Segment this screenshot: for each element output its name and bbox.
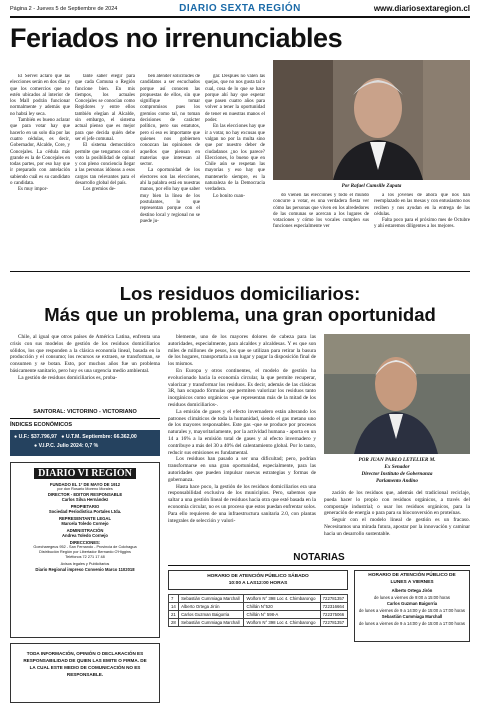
ipc-value: ● V.I.P.C. Julio 2024: 0,7 % [34, 443, 99, 449]
uf-value: ● U.F.: $37.796,97 [14, 434, 57, 440]
weekday-schedule-box: HORARIO DE ATENCIÓN PÚBLICO DE LUNES A VIERNES Alberto Ortega Jirón de lunes a viernes de 9:00 a 15:00 horas Carlos Guzman Baigorria de lunes a viernes de 9 a 14:00 y de 15:00 a 17:00 horas Sebastián Cummiaga Marchall de lunes a viernes de 9 a 14:00 y de 15:00 a 17:00 horas [354, 570, 470, 642]
indices-box [10, 430, 160, 456]
table-row: 14 Alberto Ortega Jirón Chillán N°520 722316664 [169, 603, 348, 611]
table-row: 21 Carlos Guzman Baigorria Chillán N° 598-A 722375066 [169, 611, 348, 619]
article2-title-line1: Los residuos domiciliarios: [119, 283, 361, 304]
masthead-logo: DIARIO VI REGIÓN [34, 468, 136, 479]
article1-colA: do vienen las elecciones y todo el mundo concurre a votar, es una verdadera fiesta ver cómo las personas que viven en los alrededores de las comunas se acercan a los lugares de votaciones y cómo los vocales cumplen sus funciones especialmente ver [273, 193, 369, 230]
table-row: 28 Sebastián Cummiaga Marchall Wolforn N° 398 Loc 4. Chimbarongo 722781357 [169, 619, 348, 627]
utm-value: ● U.T.M. Septiembre: 66.362,00 [61, 434, 137, 440]
article1-col4: gar. Después no valen las quejas, que no nos gusta tal o cual, cosa de lo que se hace porque ahí hay que esperar que pasen cuatro años para volver a tener la oportunidad de tener en nuestras manos el poder. En las elecciones hay que ir a votar, no hay excusas que valgan no por la multa sino que por nuestro deber de ciudadanos ¿no los parece? Elecciones, lo bueno que en Chile aún se respetan las mayorías y eso hay que mantenerlo siempre, es la naturaleza de la Democracia verdadera. Lo bonito cuan- [205, 74, 265, 199]
saturday-schedule-table [168, 594, 348, 627]
article2-title-line2: Más que un problema, una gran oportunidad [44, 304, 436, 325]
header-rule [10, 16, 470, 18]
article1-col3: ben atender solicitudes de candidatos a ser escuchados porque así conocen las propuestas de ellos, sin que signifique tomar compromisos pues los gremios como tal, no toman decisiones de carácter político, pero sus estatutos, pero sí eso es importante que quienes nos gobiernen conozcan las opiniones de aquellos que piensan en materias que interesan al sector. La oportunidad de los electores son las elecciones, ahí la palabra está en nuestras manos, por ello hay que saber muy bien la línea de los postulantes, lo que representan porque con el destino local y regional no se puede ju- [140, 74, 200, 224]
notarias-rule [168, 565, 470, 566]
article2-col3: zación de los residuos que, además del tradicional reciclaje, pueda hacer lo propio con residuos orgánicos, a través del compostaje industrial; o usar los residuos orgánicos, para la generación de energía o para para su bioconversión en proteínas. Seguir con el modelo lineal de gestión es un fracaso. Necesitamos una mirada futura, apostar por la innovación y caminar hacia un desarrollo sustentable. [324, 490, 470, 537]
website-url[interactable]: www.diariosextaregion.cl [373, 4, 470, 13]
masthead-title: DIARIO SEXTA REGIÓN [179, 3, 301, 14]
santoral-rule [10, 418, 160, 419]
indices-title: ÍNDICES ECONÓMICOS [10, 422, 73, 428]
article1-title: Feriados no irrenunciables [10, 23, 343, 53]
article2-col2: blemente, uno de los mayores dolores de cabeza para las autoridades, especialmente, para alcaldes y alcaldesas. Y es que son miles de millones de pesos, los que se utilizan para retirar la basura de los hogares, transportarla a un lugar y pagar la disposición final de los mismos. En Europa y otros continentes, el modelo de gestión ha evolucionado hacia la economía circular, la que permite recuperar, valorizar y transformar los residuos. Es decir, además de las clásicas 3R, han ocupado fórmulas que permiten valorizar los residuos tanto inorgánicos como orgánicos -que representan más de la mitad de los residuos domiciliarios-. La emisión de gases y el efecto invernadero están alterando los patrones climáticos de toda la humanidad, siendo el gas metano uno de los mayores responsables. Este gas -que se produce por procesos naturales y, mayoritariamente, por la actividad humana - aporta en un 14 a 16% a la emisión total de gases y al efecto invernadero y contribuye a más del 30 a 40% del calentamiento global. Por lo tanto, reducir sus emisiones es fundamental. Los residuos han pasado a ser una dificultad; pero, podrían transformarse en una gran oportunidad, especialmente, para las autoridades que pueden impulsar nuevas estrategias y formas de gobernanza. Hasta hace poco, la gestión de los residuos domiciliarios era una responsabilidad exclusiva de los municipios. Pero, sabemos que saltar a una gestión lineal de residuos hacia otra que esté basada en la economía circular, no es un proceso que estos puedan enfrentar solos. Para ello requieren de una infraestructura sanitaria 2.0, con plantas integrales de selección y valori- [168, 334, 316, 524]
author2-photo [324, 334, 470, 454]
article1-photo-caption: Por Rafael Cumsille Zapata [341, 183, 402, 189]
saturday-heading: HORARIO DE ATENCIÓN PÚBLICO SÁBADO 10:00 A LAS12:00 HORAS [168, 570, 348, 590]
masthead-box: DIARIO VI REGIÓN FUNDADO EL 1º DE MAYO DE 1912 por don Rosario Moreno Morales DIRECTOR - EDITOR RESPONSABLE Carlos Silva Hernández PROPIETARIO Sociedad Periodística Portales Ltda. REPRESENTANTE LEGAL Marcela Toledo Cornejo ADMINISTRACIÓN Andrea Toledo Cornejo DIRECCIONES: Goecharegeus 952 - San Fernando - Provincia de Colchagua Distribución Región por Libertador Bernardo O'Higgins Teléfonos 72 271 17 48 Avisos legales y Publicitarios Diario Regional impreso Convenio Marco 1102018 [10, 462, 160, 638]
article1-colB: a los jóvenes de ahora que nos han reemplazado en las mesas y con entusiasmo nos reciben y nos ayudan en la entrega de las cédulas. Falta poco para el próximo mes de Octubre y ahí estaremos diligentes a los mejores. [374, 193, 470, 230]
section-rule [10, 271, 470, 272]
page-date: Página 2 - Jueves 5 de Septiembre de 2024 [10, 6, 118, 12]
santoral: SANTORAL: VICTORINO - VICTORIANO [33, 409, 137, 415]
author-photo [273, 60, 470, 180]
notarias-title: NOTARIAS [293, 552, 345, 563]
article2-col1: Chile, al igual que otros países de América Latina, enfrenta una crisis con sus modelos de gestión de los residuos domiciliarios sólidos, los que responden a la clásica economía lineal, basada en la producción y el consumo; los recursos se extraen, se transforman, se consumen y se botan. Esto, por muchos años fue un problema básicamente sanitario, pero hoy es una urgencia medio ambiental. La gestión de residuos domiciliarios es, proba- [10, 334, 160, 381]
table-row: 7 Sebastián Cummiaga Marchall Wolforn N° 398 Loc 4. Chimbarongo 722781357 [169, 595, 348, 603]
article1-col1: El Servel aclaró que las elecciones serán en dos días y que los comercios que no estén ubicados al interior de los Mall podrán funcionar normalmente y además que no habrá ley seca. También es bueno aclarar que para votar hay que hacerlo en un solo día por las cuatro cédulas, es decir, Gobernador, Alcalde, Core, y Concejales. La cédula más grande es la de Concejales en todas partes, por eso hay que ir preparado con antelación sabiendo cuál es su candidato o candidata. Es muy impor- [10, 74, 70, 193]
disclaimer-note: TODA INFORMACIÓN, OPINIÓN O DECLARACIÓN ES RESPONSABILIDAD DE QUIEN LAS EMITE O FIRMA. DE LA CUAL ESTE MEDIO DE COMUNICACIÓN NO ES RESPONSABLE. [10, 643, 160, 703]
article2-caption: POR JUAN PABLO LETELIER M. Ex Senador Director Instituto de Gobernanza Parlamento Andino [358, 457, 436, 484]
article1-col2: tante saber elegir para que cada Comuna o Región funcione bien. En mis tiempos, los actuales Concejales se conocían como Regidores y entre ellos también elegían al Alcalde, sin embargo, el sistema actual pienso que es mejor para que decida quién debe ser el jefe comunal. El sistema democrático permite que tengamos con el voto la posibilidad de opinar y con pleno conciencia llegar a las personas idóneas a esos cargos tan relevantes para el desarrollo global del país. Los gremios de- [75, 74, 135, 193]
